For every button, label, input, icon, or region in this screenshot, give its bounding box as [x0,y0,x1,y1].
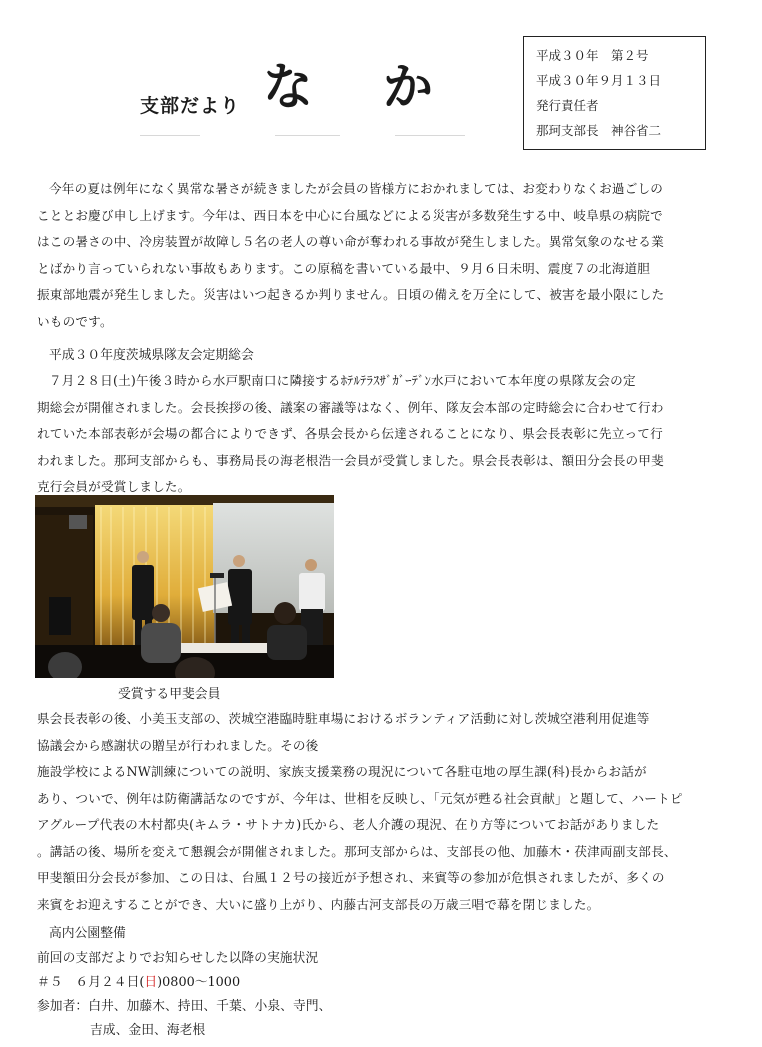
section1-body: ７月２８日(土)午後３時から水戸駅南口に隣接するﾎﾃﾙﾃﾗｽｻﾞｶﾞｰﾃﾞﾝ水戸において本年度の県隊友会の定 期総会が開催されました。会長挨拶の後、議案の審議等はなく、例年、隊友会本部の定時総会に合わせて行わ れていた本部表彰が会場の都合によりできず、各県会長から伝達されることになり、県会長表彰に先立って行 われました。那珂支部からも、事務局長の海老根浩一会員が受賞しました。県会長表彰は、額田分会長の甲斐 克行会員が受賞しました。 [37,373,664,494]
masthead [135,55,465,135]
masthead-title-char-2: か [383,58,433,116]
award-photo-illustration [35,495,334,678]
issue-date: 平成３０年９月１３日 [536,73,662,88]
issue-info-box [523,36,706,150]
participants-line-2: 吉成、金田、海老根 [90,1023,206,1038]
photo-caption: 受賞する甲斐会員 [118,687,221,702]
masthead-rule-3 [395,135,465,136]
masthead-rule-2 [275,135,340,136]
entry-weekday: 日 [144,975,158,990]
entry-number: ＃５ [37,975,63,990]
section1-heading: 平成３０年度茨城県隊友会定期総会 [49,348,254,363]
publisher-name: 那珂支部長 神谷省二 [536,123,662,138]
publisher-label: 発行責任者 [536,98,599,113]
section2-heading: 高内公園整備 [49,926,126,941]
entry-date: ６月２４日( [75,975,145,990]
section2-intro: 前回の支部だよりでお知らせした以降の実施状況 [37,951,319,966]
entry-time: )0800～1000 [157,975,241,990]
masthead-title-char-1: な [263,58,313,116]
section1-body-continued: 県会長表彰の後、小美玉支部の、茨城空港臨時駐車場におけるボランティア活動に対し茨城空港利用促進等 協議会から感謝状の贈呈が行われました。その後 施設学校によるNW訓練についての説明、家族支援業務の現況について各駐屯地の厚生課(科)長からお話が あり、ついで、例年は防衛講話なのですが、今年は、世相を反映し、「元気が甦る社会貢献」と題して、ハートピ アグループ代表の木村都央(キムラ・サトナカ)氏から、老人介護の現況、在り方等についてお話がありました 。講話の後、場所を変えて懇親会が開催されました。那珂支部からは、支部長の他、加藤木・茯津両副支部長、 甲斐額田分会長が参加、この日は、台風１２号の接近が予想され、来賓等の参加が危惧されましたが、多くの 来賓をお迎えすることができ、大いに盛り上がり、内藤古河支部長の万歳三唱で幕を閉じました。 [37,711,683,912]
award-photo [35,495,334,678]
masthead-branch-label: 支部だより [140,95,241,117]
masthead-rule-1 [140,135,200,136]
schedule-entry [37,973,240,993]
participants-line-1: 参加者：白井、加藤木、持田、千葉、小泉、寺門、 [37,999,332,1014]
intro-paragraph: 今年の夏は例年になく異常な暑さが続きましたが会員の皆様方におかれましては、お変わりなくお過ごしの こととお慶び申し上げます。今年は、西日本を中心に台風などによる災害が多数発生する中、岐阜県の病院で はこの暑さの中、冷房装置が故障し５名の老人の尊い命が奪われる事故が発生しました。異常気象のなせる業 とばかり言っていられない事故もあります。この原稿を書いている最中、９月６日未明、震度７の北海道胆 振東部地震が発生しました。災害はいつ起きるか判りません。日頃の備えを万全にして、被害を最小限にした いものです。 [37,181,665,329]
issue-number: 平成３０年 第２号 [536,48,649,63]
